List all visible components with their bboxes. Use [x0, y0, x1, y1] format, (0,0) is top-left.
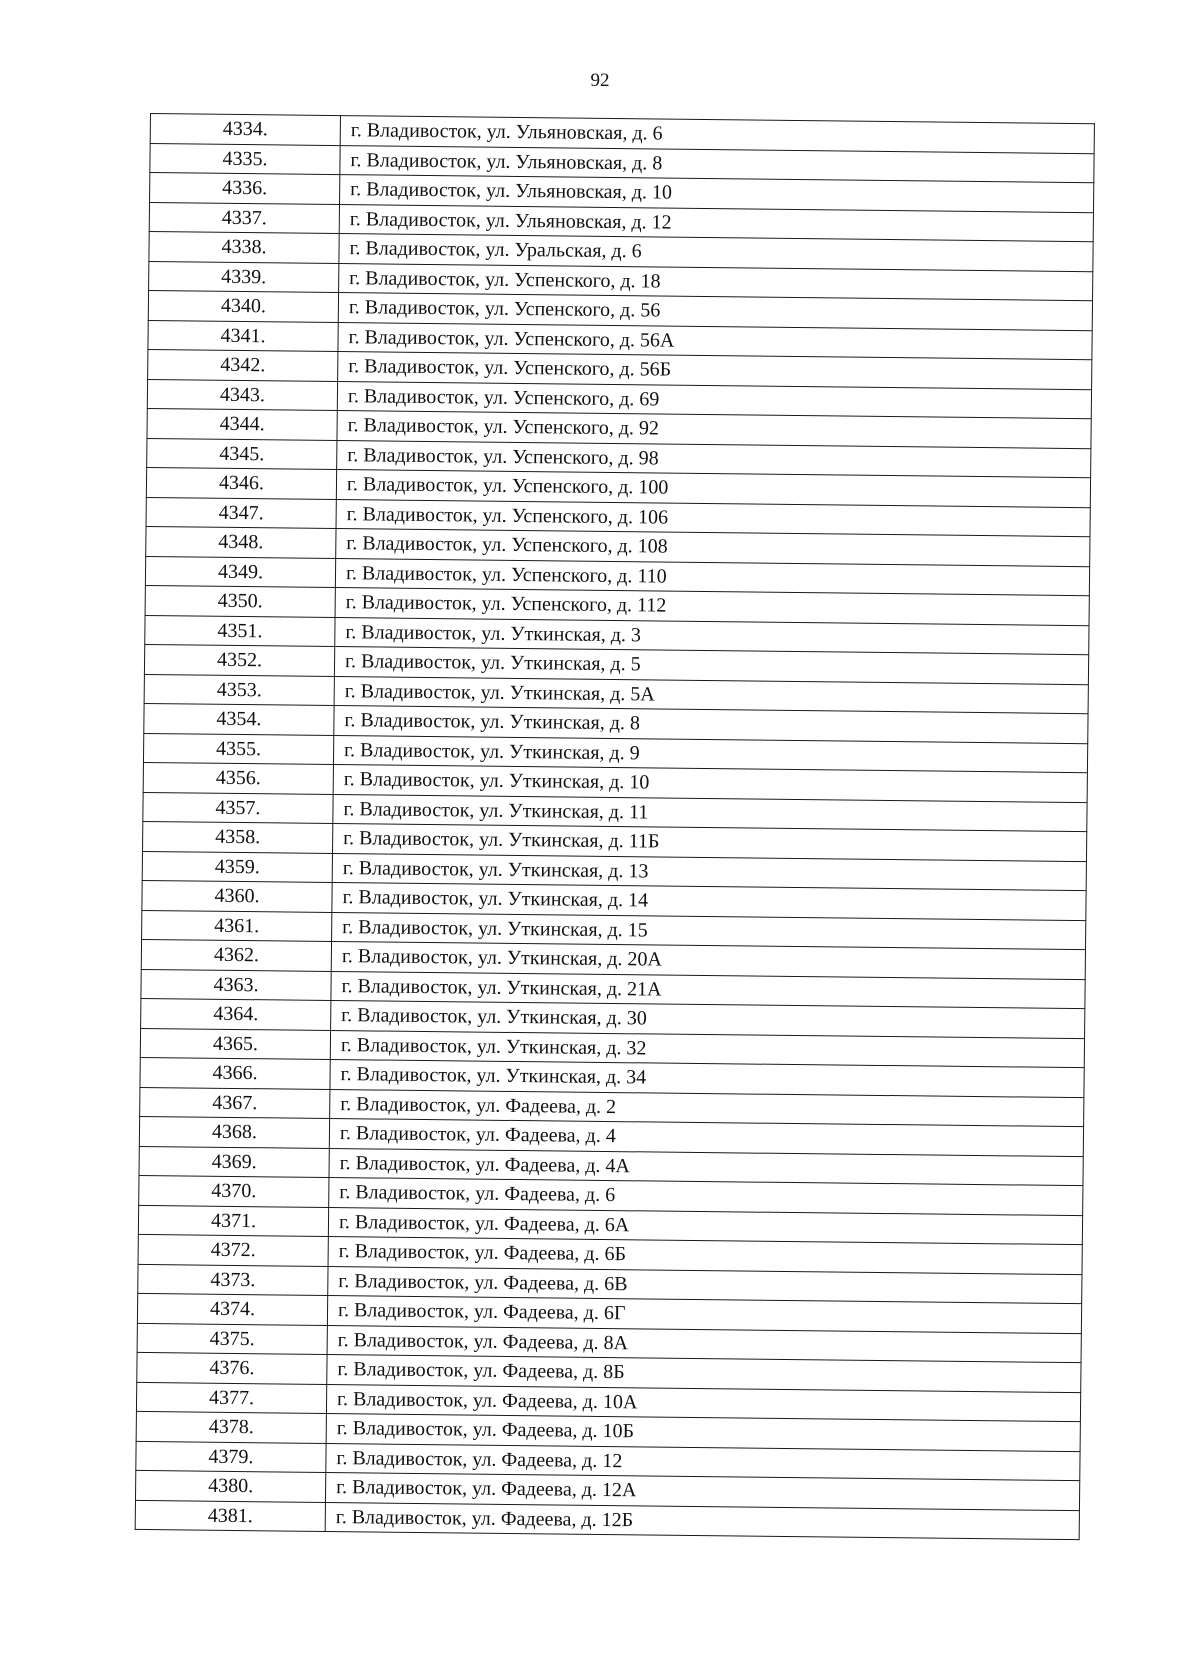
- address-cell: г. Владивосток, ул. Фадеева, д. 6Г: [327, 1295, 1081, 1333]
- address-cell: г. Владивосток, ул. Успенского, д. 69: [337, 381, 1091, 419]
- row-number-cell: 4371.: [138, 1205, 328, 1237]
- row-number-cell: 4354.: [144, 703, 334, 735]
- row-number-cell: 4340.: [148, 290, 338, 322]
- address-cell: г. Владивосток, ул. Ульяновская, д. 12: [339, 204, 1093, 242]
- address-cell: г. Владивосток, ул. Фадеева, д. 12: [326, 1443, 1080, 1481]
- row-number-cell: 4368.: [139, 1116, 329, 1148]
- row-number-cell: 4339.: [149, 261, 339, 293]
- address-cell: г. Владивосток, ул. Ульяновская, д. 6: [340, 116, 1094, 154]
- address-table-body: [135, 114, 1094, 1540]
- row-number-cell: 4378.: [136, 1411, 326, 1443]
- address-cell: г. Владивосток, ул. Фадеева, д. 4: [329, 1119, 1083, 1157]
- row-number-cell: 4352.: [144, 644, 334, 676]
- row-number-cell: 4355.: [143, 733, 333, 765]
- row-number-cell: 4347.: [146, 497, 336, 529]
- row-number-cell: 4341.: [148, 320, 338, 352]
- row-number-cell: 4336.: [150, 173, 340, 205]
- row-number-cell: 4376.: [137, 1352, 327, 1384]
- row-number-cell: 4377.: [136, 1382, 326, 1414]
- address-cell: г. Владивосток, ул. Уткинская, д. 13: [332, 853, 1086, 891]
- address-table-wrapper: [135, 113, 1094, 1540]
- row-number-cell: 4346.: [146, 467, 336, 499]
- address-cell: г. Владивосток, ул. Успенского, д. 108: [336, 529, 1090, 567]
- address-cell: г. Владивосток, ул. Фадеева, д. 6В: [328, 1266, 1082, 1304]
- row-number-cell: 4351.: [145, 615, 335, 647]
- address-cell: г. Владивосток, ул. Успенского, д. 100: [336, 470, 1090, 508]
- row-number-cell: 4350.: [145, 585, 335, 617]
- address-cell: г. Владивосток, ул. Уткинская, д. 32: [330, 1030, 1084, 1068]
- address-cell: г. Владивосток, ул. Уткинская, д. 30: [331, 1001, 1085, 1039]
- address-cell: г. Владивосток, ул. Успенского, д. 112: [335, 588, 1089, 626]
- address-cell: г. Владивосток, ул. Ульяновская, д. 10: [340, 175, 1094, 213]
- address-cell: г. Владивосток, ул. Успенского, д. 18: [339, 263, 1093, 301]
- row-number-cell: 4335.: [150, 143, 340, 175]
- address-cell: г. Владивосток, ул. Фадеева, д. 6Б: [328, 1236, 1082, 1274]
- row-number-cell: 4380.: [135, 1470, 325, 1502]
- address-cell: г. Владивосток, ул. Успенского, д. 92: [337, 411, 1091, 449]
- address-cell: г. Владивосток, ул. Успенского, д. 56: [338, 293, 1092, 331]
- address-cell: г. Владивосток, ул. Фадеева, д. 8Б: [327, 1354, 1081, 1392]
- address-cell: г. Владивосток, ул. Уткинская, д. 11: [333, 794, 1087, 832]
- row-number-cell: 4342.: [148, 349, 338, 381]
- row-number-cell: 4367.: [140, 1087, 330, 1119]
- row-number-cell: 4349.: [145, 556, 335, 588]
- row-number-cell: 4381.: [135, 1500, 325, 1532]
- address-cell: г. Владивосток, ул. Уткинская, д. 3: [335, 617, 1089, 655]
- row-number-cell: 4358.: [143, 821, 333, 853]
- address-cell: г. Владивосток, ул. Уткинская, д. 8: [334, 706, 1088, 744]
- row-number-cell: 4357.: [143, 792, 333, 824]
- address-cell: г. Владивосток, ул. Уткинская, д. 20А: [331, 942, 1085, 980]
- row-number-cell: 4338.: [149, 231, 339, 263]
- row-number-cell: 4359.: [142, 851, 332, 883]
- address-cell: г. Владивосток, ул. Фадеева, д. 12Б: [325, 1502, 1079, 1540]
- address-cell: г. Владивосток, ул. Уральская, д. 6: [339, 234, 1093, 272]
- row-number-cell: 4337.: [149, 202, 339, 234]
- row-number-cell: 4343.: [147, 379, 337, 411]
- address-cell: г. Владивосток, ул. Фадеева, д. 10А: [326, 1384, 1080, 1422]
- row-number-cell: 4360.: [142, 880, 332, 912]
- address-cell: г. Владивосток, ул. Фадеева, д. 10Б: [326, 1413, 1080, 1451]
- row-number-cell: 4334.: [150, 114, 340, 146]
- address-cell: г. Владивосток, ул. Фадеева, д. 4А: [329, 1148, 1083, 1186]
- address-cell: г. Владивосток, ул. Успенского, д. 56Б: [338, 352, 1092, 390]
- address-cell: г. Владивосток, ул. Ульяновская, д. 8: [340, 145, 1094, 183]
- address-cell: г. Владивосток, ул. Уткинская, д. 5А: [334, 676, 1088, 714]
- row-number-cell: 4344.: [147, 408, 337, 440]
- row-number-cell: 4345.: [147, 438, 337, 470]
- row-number-cell: 4373.: [138, 1264, 328, 1296]
- address-cell: г. Владивосток, ул. Уткинская, д. 34: [330, 1060, 1084, 1098]
- address-cell: г. Владивосток, ул. Фадеева, д. 6: [329, 1177, 1083, 1215]
- row-number-cell: 4370.: [139, 1175, 329, 1207]
- address-cell: г. Владивосток, ул. Уткинская, д. 11Б: [333, 824, 1087, 862]
- row-number-cell: 4379.: [136, 1441, 326, 1473]
- row-number-cell: 4366.: [140, 1057, 330, 1089]
- address-table: [135, 113, 1095, 1540]
- address-cell: г. Владивосток, ул. Уткинская, д. 5: [334, 647, 1088, 685]
- row-number-cell: 4353.: [144, 674, 334, 706]
- address-cell: г. Владивосток, ул. Фадеева, д. 6А: [328, 1207, 1082, 1245]
- address-cell: г. Владивосток, ул. Фадеева, д. 2: [330, 1089, 1084, 1127]
- address-cell: г. Владивосток, ул. Уткинская, д. 9: [333, 735, 1087, 773]
- address-cell: г. Владивосток, ул. Успенского, д. 56А: [338, 322, 1092, 360]
- row-number-cell: 4361.: [142, 910, 332, 942]
- row-number-cell: 4365.: [140, 1028, 330, 1060]
- address-cell: г. Владивосток, ул. Уткинская, д. 15: [332, 912, 1086, 950]
- row-number-cell: 4374.: [137, 1293, 327, 1325]
- row-number-cell: 4369.: [139, 1146, 329, 1178]
- row-number-cell: 4363.: [141, 969, 331, 1001]
- address-cell: г. Владивосток, ул. Уткинская, д. 14: [332, 883, 1086, 921]
- row-number-cell: 4356.: [143, 762, 333, 794]
- page-number: 92: [590, 70, 610, 91]
- row-number-cell: 4364.: [141, 998, 331, 1030]
- address-cell: г. Владивосток, ул. Фадеева, д. 12А: [325, 1472, 1079, 1510]
- address-cell: г. Владивосток, ул. Уткинская, д. 21А: [331, 971, 1085, 1009]
- address-cell: г. Владивосток, ул. Успенского, д. 106: [336, 499, 1090, 537]
- row-number-cell: 4372.: [138, 1234, 328, 1266]
- row-number-cell: 4348.: [146, 526, 336, 558]
- row-number-cell: 4375.: [137, 1323, 327, 1355]
- address-cell: г. Владивосток, ул. Уткинская, д. 10: [333, 765, 1087, 803]
- address-cell: г. Владивосток, ул. Успенского, д. 98: [337, 440, 1091, 478]
- row-number-cell: 4362.: [141, 939, 331, 971]
- address-cell: г. Владивосток, ул. Успенского, д. 110: [335, 558, 1089, 596]
- address-cell: г. Владивосток, ул. Фадеева, д. 8А: [327, 1325, 1081, 1363]
